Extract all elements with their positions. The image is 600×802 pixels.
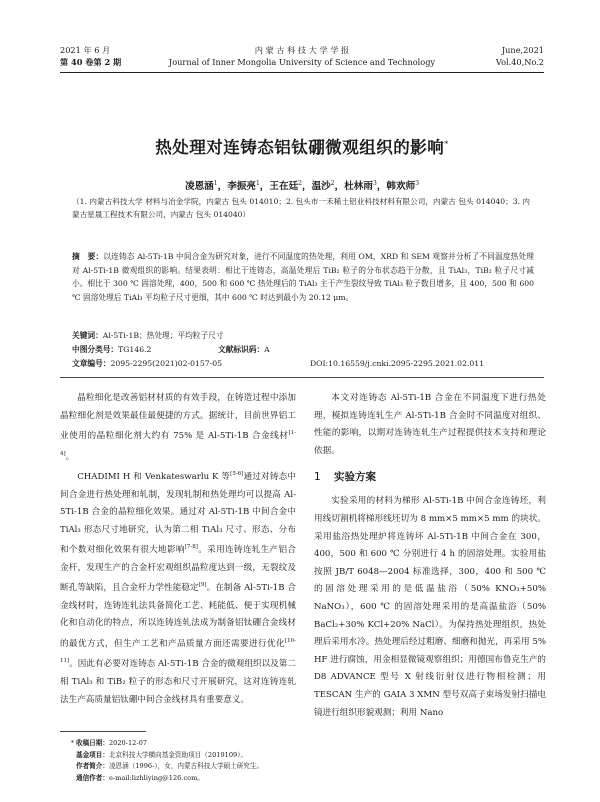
body-text: 。在制备 Al-5Ti-1B 合金线材时，连铸连轧法具备简化工艺、耗能低、便于实现机械化和自动化的特点，所以连铸连轧法成为制备铝钛硼合金线材的最优方式，但生产工艺和产品质量方面还需要进行优化 [60,583,296,649]
author-name: 凌恩涵 [184,181,214,192]
body-paragraph: 晶粒细化是改善铝材材质的有效手段，在铸造过程中添加晶粒细化剂是效果最佳最便捷的方式。据统计，目前世界铝工业使用的晶粒细化剂大约有 75% 是 Al-5Ti-1B 合金线材[1-4]。 [60,393,296,462]
fund-text: 北京科技大学横向基金资助项目（2019109）。 [108,750,248,759]
body-text: CHADIMI H 和 Venkateswarlu K 等 [77,471,231,482]
author-affil-mark: 2 [330,179,335,187]
abstract-label: 摘 要： [72,252,104,261]
footnote-corresponding [60,773,544,785]
fund-label: 基金项目： [76,750,109,759]
footnotes [60,738,544,784]
section-heading [314,469,546,485]
article-no-value: 2095-2295(2021)02-0157-05 [110,359,223,368]
footnote-rule [60,731,146,732]
citation-mark: [10-11] [60,638,296,665]
author-name: 王在廷 [269,181,299,192]
header-volume-en: Vol.40,No.2 [495,57,544,67]
author-name: 韩欢师 [386,181,416,192]
header-rule [60,72,544,73]
author-affil-mark: 2 [298,179,302,187]
article-no-label: 文章编号： [72,359,111,368]
clc-value: TG146.2 [118,345,152,354]
affiliations: （1. 内蒙古科技大学 材料与冶金学院，内蒙古 包头 014010；2. 包头市一禾稀土铝业科技材料有限公司，内蒙古 包头 014040；3. 内蒙古星晟工程技术有限公司，内蒙古 包头 014040） [72,197,530,219]
body-text: 。因此有必要对连铸态 Al-5Ti-1B 合金的微观组织以及第二相 TiAl₃ 和 TiB₂ 粒子的形态和尺寸开展研究，这对连铸连轧法生产高质量铝钛硼中间合金线材具有重要意义。 [60,659,296,705]
header-volume-cn: 第 40 卷第 2 期 [60,57,122,67]
body-text: 晶粒细化是改善铝材材质的有效手段，在铸造过程中添加晶粒细化剂是效果最佳最便捷的方式。据统计，目前世界铝工业使用的晶粒细化剂大约有 75% 是 Al-5Ti-1B 合金线材 [60,393,296,442]
body-text: 通过对铸态中间合金进行热处理和轧制，发现轧制和热处理均可以提高 Al-5Ti-1B 合金的晶粒细化效果。通过对 Al-5Ti-1B 中间合金中 TiAl₃ 形态尺寸地研究，认为第二相 TiAl₃ 尺寸、形态、分布和个数对细化效果有很大地影响 [60,471,296,556]
classification-line [72,343,534,357]
author-list: 凌恩涵$^1$，李振亮$^1$，王在廷$^2$，温沙$^2$，杜林雨$^3$，韩欢师$^3$ [184,179,420,192]
title-footnote-mark: * [444,139,449,149]
author-name: 温沙 [311,181,331,192]
footnote-author [60,761,544,773]
body-column-right [314,390,546,722]
author-name: 李振亮 [227,181,256,192]
author-affil-mark: 1 [255,179,260,187]
abstract-separator [60,377,544,378]
author-affil-mark: 3 [415,179,420,187]
body-text: 。采用连铸连轧生产铝合金杆，发现生产的合金杆宏观组织晶粒度达到一级，无裂纹及断孔等缺陷，且合金杆力学性能稳定 [60,545,296,594]
article-id-line [72,357,534,371]
citation-mark: [7-8] [184,544,198,551]
abstract [72,250,534,304]
body-paragraph [60,466,296,709]
keywords [72,329,534,343]
header-journal-en: Journal of Inner Mongolia University of Science and Technology [168,57,436,67]
header-journal [60,44,544,68]
body-column-left [60,390,296,709]
citation-mark: [1-4] [60,430,296,457]
keywords-label: 关键词： [72,331,103,340]
received-date: 2020-12-07 [108,739,147,747]
header-issue-en [496,44,544,68]
abstract-text: 以连铸态 Al-5Ti-1B 中间合金为研究对象，进行不同温度的热处理，利用 OM，XRD 和 SEM 观察并分析了不同温度热处理对 Al-5Ti-1B 微观组织的影响。结果表明：相比于连铸态，高温处理后 TiB₂ 粒子的分布状态趋于分散，且 TiAl₃，TiB₂ 粒子尺寸减小。相比于 300 ℃ 固溶处理，400，500 和 600 ℃ 热处理后的 TiAl₃ 主于产生裂纹导致 TiAl₃ 粒子数目增多，且 400，500 和 600 ℃ 固溶处理后 TiAl₃ 平均粒子尺寸更细，其中 600 ℃ 时达到最小为 20.12 μm。 [72,252,534,302]
author-affil-mark: 1 [213,179,218,187]
paper-title-text: 热处理对连铸态铝钛硼微观组织的影响 [155,138,445,157]
footnote-received: * 收稿日期：2020-12-07 [70,739,147,747]
section-title: 实验方案 [334,471,376,484]
citation-mark: [5-6] [230,471,244,478]
corresponding-email: e-mail:lizhliying@126.com。 [108,773,204,782]
header-date-cn: 2021 年 6 月 [60,45,111,55]
header-date-en: June,2021 [501,45,544,55]
author-bio-label: 作者简介： [76,762,109,771]
footnote-fund [60,750,544,762]
citation-mark: [9] [198,582,207,589]
clc-label: 中图分类号： [72,345,119,354]
author-bio-text: 凌恩涵（1996-），女，内蒙古科技大学硕士研究生。 [108,762,264,771]
paper-title [60,134,544,158]
received-label: 收稿日期： [76,739,109,747]
corresponding-label: 通信作者： [76,773,109,782]
keywords-text: Al-5Ti-1B；热处理；平均粒子尺寸 [102,331,224,340]
body-paragraph: 本文对连铸态 Al-5Ti-1B 合金在不同温度下进行热处理，模拟连铸连轧生产 Al-5Ti-1B 合金时不同温度对组织、性能的影响，以期对连铸连轧生产过程提供技术支持和理论依据。 [314,393,546,456]
header-journal-cn: 内 蒙 古 科 技 大 学 学 报 [254,45,350,55]
doc-code-label: 文献标识码： [218,345,265,354]
author-affil-mark: 3 [372,179,377,187]
section-number: 1 [314,471,321,484]
doi-value: DOI:10.16559/j.cnki.2095-2295.2021.02.011 [310,359,485,368]
body-paragraph: 实验采用的材料为梯形 Al-5Ti-1B 中间合金连铸坯，利用线切割机将梯形线坯切为 8 mm×5 mm×5 mm 的块状。采用盐浴热处理炉将连铸坏 Al-5Ti-1B 中间合金在 300，400，500 和 600 ℃ 分别进行 4 h 的固溶处理。实验用盐按照 JB/T 6048—2004 标准选择，300，400 和 500 ℃ 的固溶处理采用的是低温盐浴（50% KNO₃+50% NaNO₃），600 ℃ 的固溶处理采用的是高温盐浴（50% BaCl₂+30% KCl+20% NaCl）。为保持热处理组织，热处理后采用水冷。热处理后经过粗磨、细磨和抛光，再采用 5% HF 进行腐蚀，用金相显微镜观察组织；用德国布鲁克生产的 D8 ADVANCE 型号 X 射线衍射仪进行物相检测；用 TESCAN 生产的 GAIA 3 XMN 型号双高子束场发射扫描电镜进行组织形貌观测；利用 Nano [314,496,546,718]
doc-code-value: A [264,345,270,354]
author-name: 杜林雨 [344,181,373,192]
